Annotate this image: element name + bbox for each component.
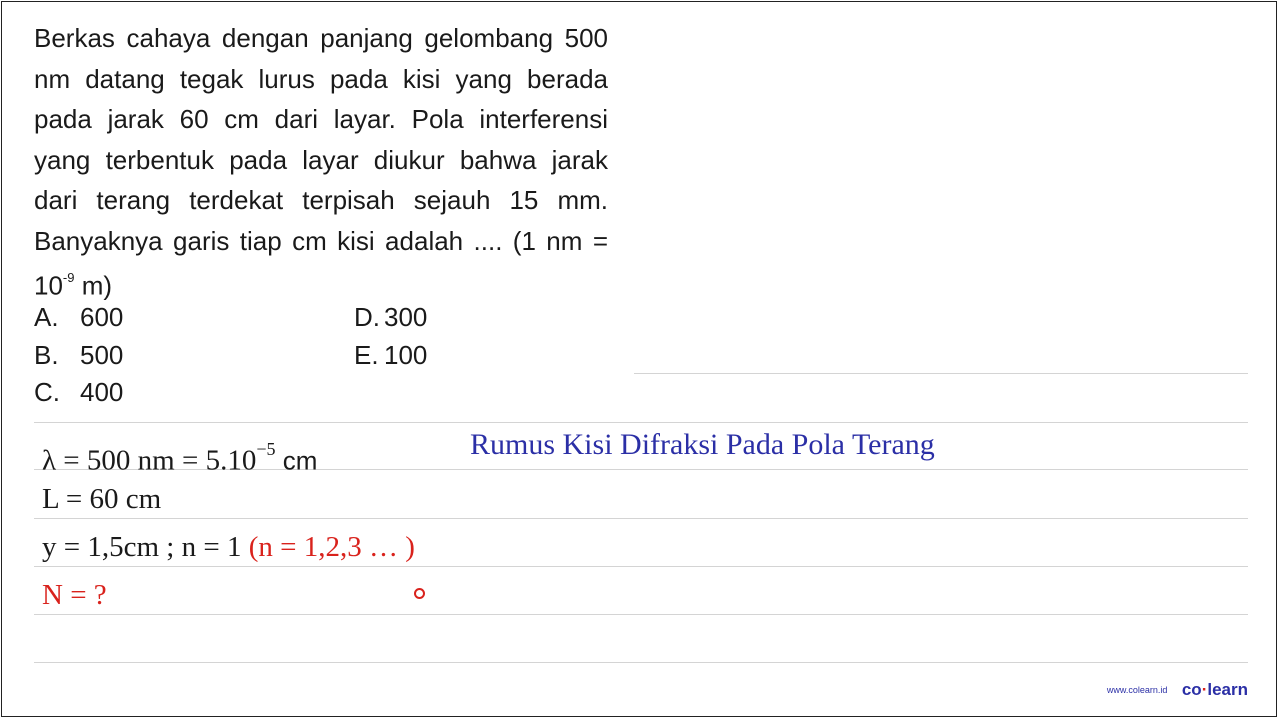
- rule-line: [634, 373, 1248, 374]
- option-c: C. 400: [34, 377, 124, 407]
- option-d: D. 300: [354, 302, 428, 332]
- solution-unknown: N = ?: [42, 579, 107, 611]
- order-note: (n = 1,2,3 … ): [248, 531, 415, 563]
- pointer-dot-icon: [414, 588, 425, 599]
- rule-line: [34, 518, 1248, 519]
- brand-url: www.colearn.id: [1106, 685, 1168, 695]
- option-e: E. 100: [354, 340, 428, 370]
- option-b: B. 500: [34, 340, 124, 370]
- option-a: A. 600: [34, 302, 124, 332]
- rule-line: [34, 662, 1248, 663]
- colearn-logo: co·learn: [1181, 680, 1248, 699]
- rule-line: [34, 422, 1248, 423]
- question-text: Berkas cahaya dengan panjang gelombang 500 nm datang tegak lurus pada kisi yang berada pada jarak 60 cm dari layar. Pola interferensi yang terbentuk pada layar diukur bahwa jarak dari terang terdekat terpisah sejauh 15 mm. Banyaknya garis tiap cm kisi adalah .... (1 nm = $10^{-9}$ m): [34, 23, 608, 301]
- solution-lambda: λ = 500 nm = $5.10^{-5}$ cm: [42, 439, 318, 477]
- solution-distance: y = 1,5cm ; n = 1 (n = 1,2,3 … ): [42, 531, 415, 563]
- question-exponent: -9: [62, 270, 75, 285]
- rule-line: [34, 614, 1248, 615]
- rule-line: [34, 566, 1248, 567]
- formula-heading: Rumus Kisi Difraksi Pada Pola Terang: [470, 428, 935, 461]
- solution-length: L = 60 cm: [42, 483, 162, 515]
- brand-watermark: [1107, 680, 1248, 700]
